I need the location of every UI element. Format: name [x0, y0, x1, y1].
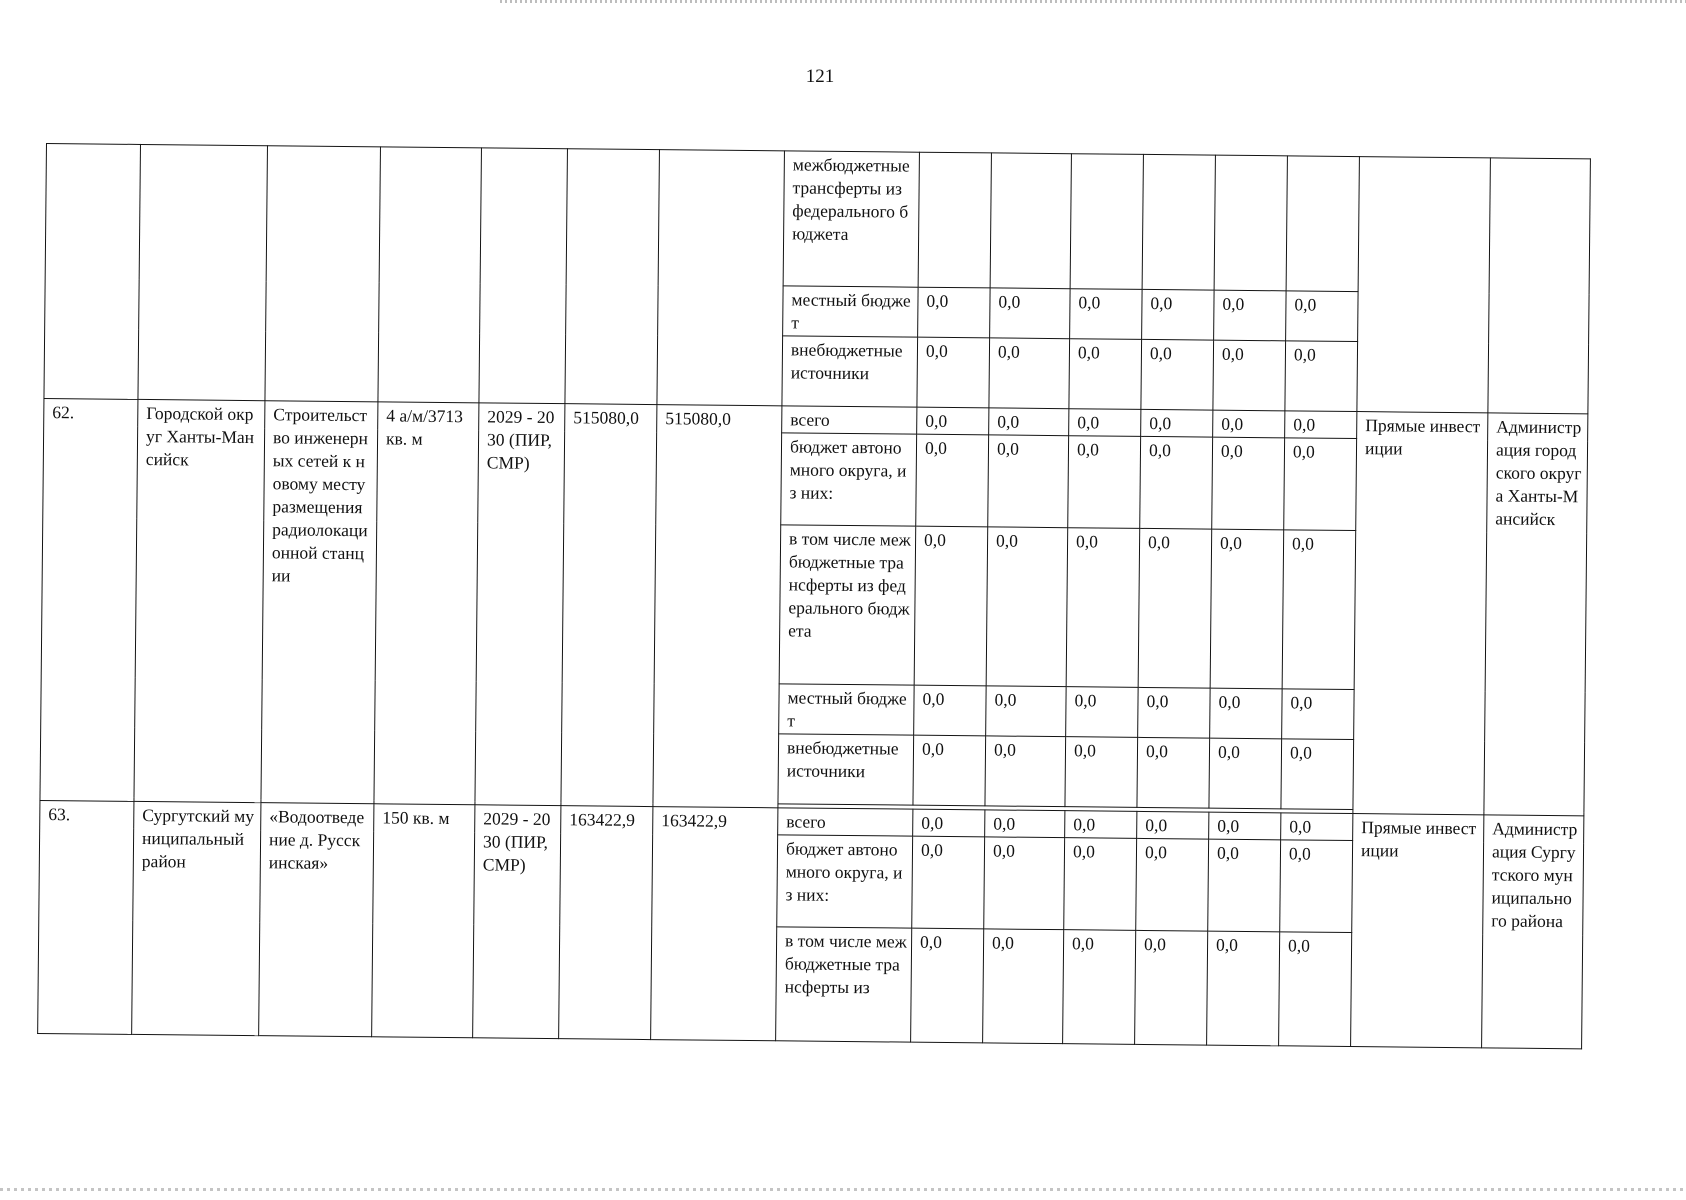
- cell-category-okrug: бюджет автономного округа, из них:: [781, 433, 917, 526]
- cell-mechanism: Прямые инвестиции: [1353, 412, 1488, 815]
- cell-value: 0,0: [986, 527, 1068, 687]
- cell-value: 0,0: [917, 407, 989, 435]
- cell-value: 0,0: [1070, 289, 1142, 340]
- scan-edge-bottom: [0, 1188, 1686, 1191]
- investment-table-wrap: [37, 143, 1591, 1049]
- cell-value: 0,0: [1065, 737, 1138, 808]
- cell-capacity: 150 кв. м: [372, 804, 475, 1038]
- cell-object: «Водоотведение д. Русскинская»: [259, 803, 374, 1037]
- cell-value: 0,0: [984, 837, 1065, 930]
- cell-value: 0,0: [913, 809, 985, 837]
- cell-value: 0,0: [911, 928, 984, 1043]
- cell-total-prev: [657, 150, 785, 406]
- cell-value: 0,0: [1280, 840, 1353, 933]
- cell-value: 0,0: [1141, 339, 1214, 410]
- cell-category-local: местный бюджет: [783, 286, 918, 337]
- cell-value: 0,0: [916, 434, 989, 527]
- cell-value: 0,0: [1069, 409, 1141, 437]
- cell-value: 0,0: [1281, 813, 1353, 841]
- cell-value: 0,0: [989, 338, 1070, 409]
- cell-value: 0,0: [914, 685, 986, 736]
- cell-value: 0,0: [988, 435, 1069, 528]
- cell-category-transfers: в том числе межбюджетные трансферты из: [776, 927, 912, 1042]
- cell-value: 0,0: [1141, 409, 1213, 437]
- cell-value: 0,0: [913, 735, 986, 806]
- cell-value: [918, 152, 991, 288]
- cell-mechanism-prev: [1357, 157, 1491, 413]
- cell-value: 0,0: [1212, 437, 1285, 530]
- cell-object-prev: [265, 146, 381, 402]
- cell-value: 0,0: [1207, 931, 1280, 1046]
- cell-value: 0,0: [1068, 436, 1141, 529]
- cell-value: [1070, 154, 1143, 290]
- cell-value: 0,0: [1138, 528, 1212, 688]
- cell-value: 0,0: [1209, 738, 1282, 809]
- cell-number: 63.: [38, 800, 134, 1034]
- cell-value: 0,0: [985, 810, 1065, 838]
- cell-value: 0,0: [1286, 291, 1358, 342]
- cell-municipality: Городской округ Ханты-Мансийск: [134, 399, 265, 802]
- cell-category-okrug: бюджет автономного округа, из них:: [777, 835, 913, 928]
- cell-value: 0,0: [1066, 528, 1140, 688]
- cell-value: 0,0: [983, 929, 1064, 1044]
- cell-object: Строительство инженерных сетей к новому месту размещения радиолокационной станции: [261, 401, 378, 804]
- cell-period: 2029 - 2030 (ПИР, СМР): [473, 805, 561, 1039]
- cell-value: 0,0: [1135, 930, 1208, 1045]
- cell-value: [1214, 155, 1287, 291]
- cell-number-prev: [44, 144, 141, 400]
- cell-municipality-prev: [138, 144, 268, 400]
- cell-value: 0,0: [1208, 839, 1281, 932]
- cell-value: 0,0: [1063, 930, 1136, 1045]
- cell-category-transfers: в том числе межбюджетные трансферты из федерального бюджета: [779, 525, 916, 685]
- cell-value: 0,0: [1142, 289, 1214, 340]
- cell-value: 0,0: [1210, 529, 1284, 689]
- cell-responsible: Администрация Сургутского муниципального района: [1482, 815, 1584, 1049]
- cell-cost-total: 515080,0: [653, 405, 782, 808]
- cell-value: 0,0: [1210, 688, 1282, 739]
- cell-number: 62.: [40, 398, 138, 801]
- cell-estimate-prev: [565, 149, 660, 405]
- cell-capacity-prev: [378, 147, 482, 403]
- cell-value: 0,0: [989, 408, 1069, 436]
- cell-value: [1142, 154, 1215, 290]
- cell-category-extra: внебюджетные источники: [782, 336, 918, 407]
- cell-category-local: местный бюджет: [779, 684, 914, 735]
- cell-period-prev: [479, 148, 568, 404]
- cell-category-total: всего: [782, 406, 917, 434]
- cell-value: [1286, 156, 1359, 292]
- cell-municipality: Сургутский муниципальный район: [132, 801, 261, 1035]
- cell-value: 0,0: [1209, 812, 1281, 840]
- cell-value: 0,0: [1213, 340, 1286, 411]
- cell-category-extra: внебюджетные источники: [778, 734, 914, 805]
- cell-value: 0,0: [1284, 438, 1357, 531]
- cell-cost-estimate: 163422,9: [559, 806, 653, 1040]
- cell-period: 2029 - 2030 (ПИР, СМР): [475, 403, 565, 806]
- investment-table: [37, 143, 1591, 1049]
- cell-category-transfers: межбюджетные трансферты из федерального бюджета: [783, 151, 919, 287]
- cell-value: 0,0: [1136, 838, 1209, 931]
- cell-value: 0,0: [912, 836, 985, 929]
- cell-value: 0,0: [917, 337, 990, 408]
- cell-value: 0,0: [1213, 410, 1285, 438]
- cell-value: 0,0: [986, 686, 1066, 737]
- cell-value: 0,0: [1069, 339, 1142, 410]
- cell-value: 0,0: [1214, 290, 1286, 341]
- cell-value: 0,0: [985, 736, 1066, 807]
- cell-value: 0,0: [1064, 838, 1137, 931]
- cell-value: [990, 153, 1071, 289]
- scan-edge-top: [500, 0, 1686, 3]
- cell-value: 0,0: [1137, 811, 1209, 839]
- cell-value: 0,0: [1138, 687, 1210, 738]
- table-row: [45, 144, 1590, 294]
- cell-value: 0,0: [914, 526, 988, 686]
- cell-value: 0,0: [1282, 689, 1354, 740]
- cell-value: 0,0: [990, 288, 1070, 339]
- cell-responsible: Администрация городского округа Ханты-Мансийск: [1484, 413, 1588, 816]
- cell-value: 0,0: [1282, 530, 1356, 690]
- cell-value: 0,0: [1281, 739, 1354, 810]
- cell-value: 0,0: [918, 287, 990, 338]
- cell-cost-estimate: 515080,0: [561, 404, 657, 807]
- page-number: 121: [805, 66, 835, 87]
- cell-category-total: всего: [778, 808, 913, 836]
- cell-value: 0,0: [1066, 687, 1138, 738]
- cell-value: 0,0: [1137, 737, 1210, 808]
- cell-cost-total: 163422,9: [651, 807, 778, 1041]
- cell-value: 0,0: [1279, 932, 1352, 1047]
- cell-value: 0,0: [1065, 811, 1137, 839]
- cell-capacity: 4 а/м/3713 кв. м: [374, 402, 479, 805]
- cell-value: 0,0: [1285, 411, 1357, 439]
- cell-value: 0,0: [1285, 341, 1358, 412]
- cell-mechanism: Прямые инвестиции: [1351, 814, 1484, 1048]
- cell-value: 0,0: [1140, 436, 1213, 529]
- cell-responsible-prev: [1488, 158, 1591, 414]
